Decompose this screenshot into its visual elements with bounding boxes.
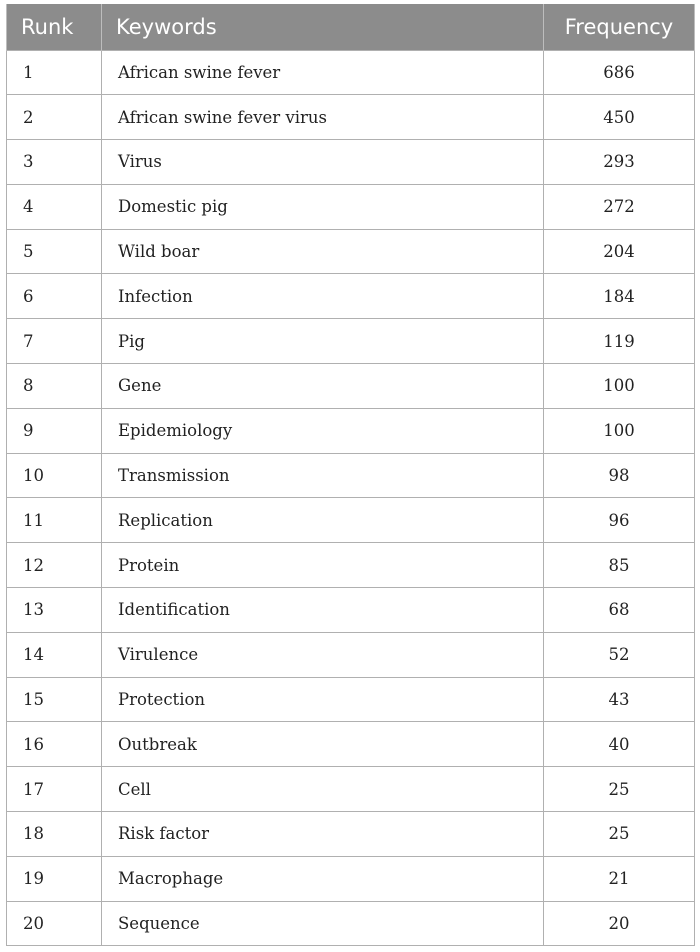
table-row	[7, 453, 695, 498]
keyword-cell: Domestic pig	[102, 184, 544, 229]
keyword-cell: African swine fever	[102, 50, 544, 95]
keyword-cell: Wild boar	[102, 229, 544, 274]
rank-cell: 14	[7, 632, 102, 677]
keyword-cell: Epidemiology	[102, 408, 544, 453]
rank-cell: 16	[7, 722, 102, 767]
frequency-cell: 21	[544, 856, 695, 901]
keyword-cell: Gene	[102, 364, 544, 409]
frequency-cell: 293	[544, 140, 695, 185]
table-row	[7, 408, 695, 453]
table-row	[7, 632, 695, 677]
rank-cell: 20	[7, 901, 102, 946]
frequency-cell: 52	[544, 632, 695, 677]
table-row	[7, 588, 695, 633]
keyword-cell: Sequence	[102, 901, 544, 946]
frequency-cell: 204	[544, 229, 695, 274]
table-header	[7, 4, 695, 50]
header-row	[7, 4, 695, 50]
rank-cell: 8	[7, 364, 102, 409]
table-row	[7, 50, 695, 95]
table-row	[7, 901, 695, 946]
keyword-cell: Pig	[102, 319, 544, 364]
rank-cell: 7	[7, 319, 102, 364]
rank-cell: 4	[7, 184, 102, 229]
frequency-cell: 686	[544, 50, 695, 95]
frequency-cell: 100	[544, 408, 695, 453]
rank-cell: 17	[7, 767, 102, 812]
table-row	[7, 856, 695, 901]
frequency-cell: 272	[544, 184, 695, 229]
table-row	[7, 767, 695, 812]
rank-cell: 13	[7, 588, 102, 633]
rank-cell: 19	[7, 856, 102, 901]
frequency-cell: 450	[544, 95, 695, 140]
keyword-cell: Risk factor	[102, 812, 544, 857]
keyword-cell: Transmission	[102, 453, 544, 498]
keyword-cell: Outbreak	[102, 722, 544, 767]
table-row	[7, 140, 695, 185]
keyword-cell: Macrophage	[102, 856, 544, 901]
rank-cell: 15	[7, 677, 102, 722]
rank-cell: 18	[7, 812, 102, 857]
frequency-cell: 25	[544, 767, 695, 812]
table-row	[7, 722, 695, 767]
keyword-cell: Virulence	[102, 632, 544, 677]
rank-cell: 1	[7, 50, 102, 95]
table-row	[7, 812, 695, 857]
table-row	[7, 95, 695, 140]
rank-column-header: Runk	[7, 4, 102, 50]
table-row	[7, 498, 695, 543]
keyword-cell: Identification	[102, 588, 544, 633]
frequency-cell: 98	[544, 453, 695, 498]
table-body	[7, 50, 695, 946]
frequency-cell: 40	[544, 722, 695, 767]
frequency-cell: 25	[544, 812, 695, 857]
keyword-cell: Cell	[102, 767, 544, 812]
table-row	[7, 274, 695, 319]
rank-cell: 9	[7, 408, 102, 453]
table-row	[7, 184, 695, 229]
frequency-cell: 43	[544, 677, 695, 722]
rank-cell: 3	[7, 140, 102, 185]
keyword-frequency-table-container	[6, 4, 694, 946]
frequency-cell: 184	[544, 274, 695, 319]
table-row	[7, 543, 695, 588]
rank-cell: 6	[7, 274, 102, 319]
frequency-cell: 85	[544, 543, 695, 588]
table-row	[7, 319, 695, 364]
frequency-cell: 96	[544, 498, 695, 543]
frequency-cell: 119	[544, 319, 695, 364]
frequency-cell: 100	[544, 364, 695, 409]
keyword-cell: Replication	[102, 498, 544, 543]
keyword-cell: Protein	[102, 543, 544, 588]
rank-cell: 11	[7, 498, 102, 543]
keyword-cell: Protection	[102, 677, 544, 722]
rank-cell: 12	[7, 543, 102, 588]
rank-cell: 5	[7, 229, 102, 274]
keyword-cell: Infection	[102, 274, 544, 319]
table-row	[7, 677, 695, 722]
keywords-column-header: Keywords	[102, 4, 544, 50]
table-row	[7, 364, 695, 409]
keyword-cell: Virus	[102, 140, 544, 185]
frequency-column-header: Frequency	[544, 4, 695, 50]
keyword-cell: African swine fever virus	[102, 95, 544, 140]
keyword-frequency-table	[6, 4, 695, 946]
frequency-cell: 20	[544, 901, 695, 946]
frequency-cell: 68	[544, 588, 695, 633]
rank-cell: 2	[7, 95, 102, 140]
rank-cell: 10	[7, 453, 102, 498]
table-row	[7, 229, 695, 274]
